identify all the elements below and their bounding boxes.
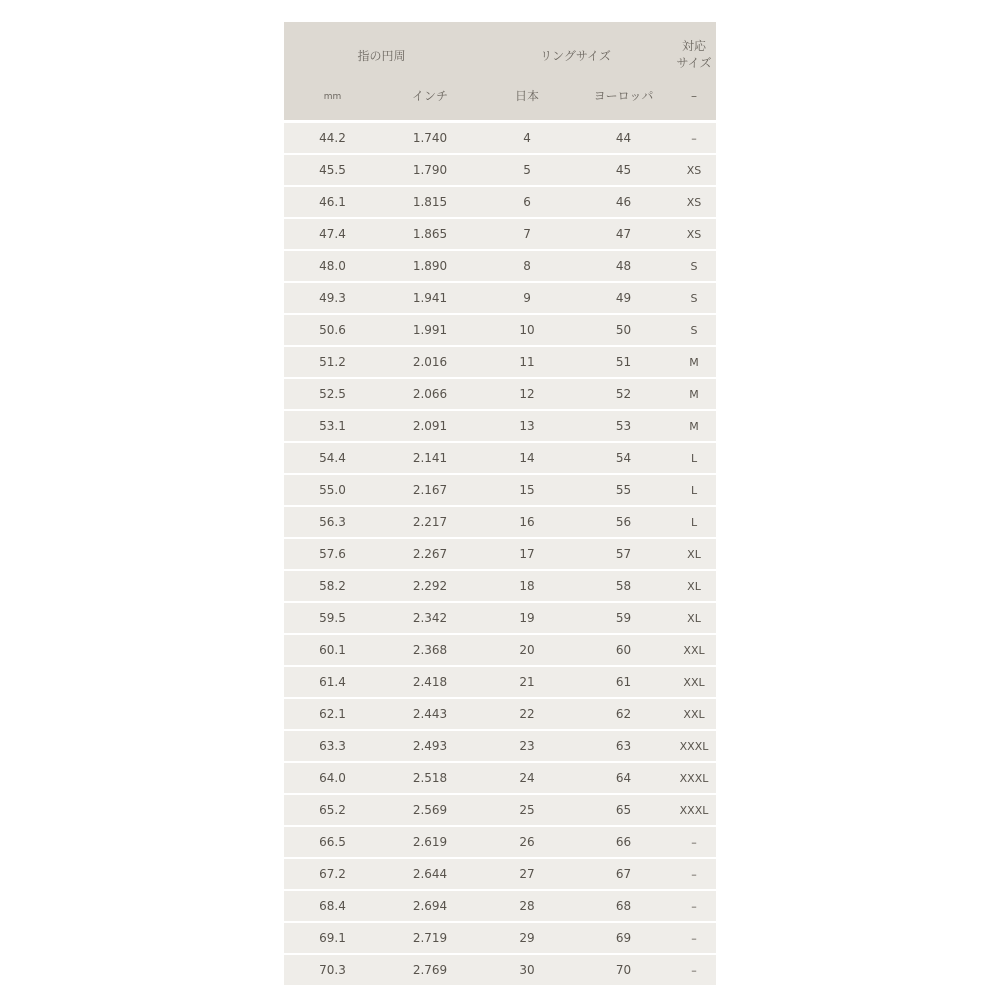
europe-size-cell: 64 bbox=[575, 761, 672, 793]
japan-size-cell: 25 bbox=[479, 793, 575, 825]
japan-size-cell: 24 bbox=[479, 761, 575, 793]
europe-size-cell: 53 bbox=[575, 409, 672, 441]
inch-cell: 2.091 bbox=[381, 409, 479, 441]
fit-size-cell: S bbox=[672, 281, 716, 313]
fit-size-cell: XXXL bbox=[672, 793, 716, 825]
japan-size-cell: 10 bbox=[479, 313, 575, 345]
fit-size-cell: – bbox=[672, 953, 716, 985]
mm-cell: 57.6 bbox=[284, 537, 381, 569]
europe-size-cell: 52 bbox=[575, 377, 672, 409]
mm-cell: 66.5 bbox=[284, 825, 381, 857]
inch-cell: 1.865 bbox=[381, 217, 479, 249]
japan-size-cell: 21 bbox=[479, 665, 575, 697]
table-row bbox=[284, 697, 716, 729]
inch-cell: 1.815 bbox=[381, 185, 479, 217]
japan-size-cell: 8 bbox=[479, 249, 575, 281]
mm-cell: 65.2 bbox=[284, 793, 381, 825]
fit-size-cell: XXXL bbox=[672, 729, 716, 761]
inch-cell: 2.619 bbox=[381, 825, 479, 857]
mm-cell: 64.0 bbox=[284, 761, 381, 793]
mm-cell: 63.3 bbox=[284, 729, 381, 761]
japan-size-cell: 15 bbox=[479, 473, 575, 505]
inch-cell: 1.890 bbox=[381, 249, 479, 281]
europe-size-cell: 63 bbox=[575, 729, 672, 761]
japan-size-cell: 22 bbox=[479, 697, 575, 729]
japan-size-cell: 11 bbox=[479, 345, 575, 377]
mm-column-header: mm bbox=[284, 88, 381, 120]
table-row bbox=[284, 601, 716, 633]
table-row bbox=[284, 537, 716, 569]
fit-size-cell: – bbox=[672, 825, 716, 857]
japan-size-cell: 26 bbox=[479, 825, 575, 857]
fit-size-cell: M bbox=[672, 377, 716, 409]
europe-size-cell: 48 bbox=[575, 249, 672, 281]
mm-cell: 59.5 bbox=[284, 601, 381, 633]
inch-cell: 2.292 bbox=[381, 569, 479, 601]
table-row bbox=[284, 409, 716, 441]
header-unit-row bbox=[284, 88, 716, 120]
europe-size-cell: 50 bbox=[575, 313, 672, 345]
inch-cell: 2.569 bbox=[381, 793, 479, 825]
inch-cell: 2.418 bbox=[381, 665, 479, 697]
japan-column-header: 日本 bbox=[479, 88, 575, 120]
japan-size-cell: 23 bbox=[479, 729, 575, 761]
japan-size-cell: 29 bbox=[479, 921, 575, 953]
japan-size-cell: 19 bbox=[479, 601, 575, 633]
japan-size-cell: 6 bbox=[479, 185, 575, 217]
inch-cell: 2.644 bbox=[381, 857, 479, 889]
europe-size-cell: 66 bbox=[575, 825, 672, 857]
japan-size-cell: 17 bbox=[479, 537, 575, 569]
table-row bbox=[284, 633, 716, 665]
mm-cell: 54.4 bbox=[284, 441, 381, 473]
mm-cell: 68.4 bbox=[284, 889, 381, 921]
table-body bbox=[284, 120, 716, 985]
mm-cell: 49.3 bbox=[284, 281, 381, 313]
table-row bbox=[284, 281, 716, 313]
mm-cell: 50.6 bbox=[284, 313, 381, 345]
table-row bbox=[284, 729, 716, 761]
fit-size-cell: XXL bbox=[672, 697, 716, 729]
fit-size-cell: L bbox=[672, 473, 716, 505]
inch-cell: 1.740 bbox=[381, 120, 479, 153]
inch-cell: 2.368 bbox=[381, 633, 479, 665]
mm-cell: 46.1 bbox=[284, 185, 381, 217]
europe-size-cell: 49 bbox=[575, 281, 672, 313]
fit-size-cell: – bbox=[672, 857, 716, 889]
europe-size-cell: 51 bbox=[575, 345, 672, 377]
table-row bbox=[284, 473, 716, 505]
europe-size-cell: 67 bbox=[575, 857, 672, 889]
ring-size-header: リングサイズ bbox=[479, 22, 672, 88]
europe-size-cell: 70 bbox=[575, 953, 672, 985]
table-row bbox=[284, 793, 716, 825]
fit-size-cell: – bbox=[672, 889, 716, 921]
fit-size-cell: XXL bbox=[672, 633, 716, 665]
mm-cell: 45.5 bbox=[284, 153, 381, 185]
inch-cell: 2.342 bbox=[381, 601, 479, 633]
europe-size-cell: 59 bbox=[575, 601, 672, 633]
mm-cell: 61.4 bbox=[284, 665, 381, 697]
mm-cell: 47.4 bbox=[284, 217, 381, 249]
fit-size-cell: XL bbox=[672, 569, 716, 601]
fit-size-cell: – bbox=[672, 921, 716, 953]
japan-size-cell: 7 bbox=[479, 217, 575, 249]
table-row bbox=[284, 441, 716, 473]
japan-size-cell: 20 bbox=[479, 633, 575, 665]
japan-size-cell: 28 bbox=[479, 889, 575, 921]
inch-cell: 1.941 bbox=[381, 281, 479, 313]
table-row bbox=[284, 857, 716, 889]
mm-cell: 55.0 bbox=[284, 473, 381, 505]
japan-size-cell: 12 bbox=[479, 377, 575, 409]
europe-size-cell: 47 bbox=[575, 217, 672, 249]
inch-cell: 2.493 bbox=[381, 729, 479, 761]
fit-size-cell: L bbox=[672, 505, 716, 537]
inch-cell: 1.790 bbox=[381, 153, 479, 185]
mm-cell: 51.2 bbox=[284, 345, 381, 377]
japan-size-cell: 4 bbox=[479, 120, 575, 153]
inch-cell: 2.217 bbox=[381, 505, 479, 537]
fit-size-cell: XS bbox=[672, 185, 716, 217]
table-row bbox=[284, 313, 716, 345]
finger-circumference-header: 指の円周 bbox=[284, 22, 479, 88]
ring-size-table bbox=[284, 22, 716, 985]
europe-size-cell: 65 bbox=[575, 793, 672, 825]
japan-size-cell: 30 bbox=[479, 953, 575, 985]
table-row bbox=[284, 217, 716, 249]
table-row bbox=[284, 665, 716, 697]
europe-size-cell: 69 bbox=[575, 921, 672, 953]
inch-cell: 2.066 bbox=[381, 377, 479, 409]
table-row bbox=[284, 185, 716, 217]
mm-cell: 67.2 bbox=[284, 857, 381, 889]
fit-size-cell: M bbox=[672, 345, 716, 377]
mm-cell: 70.3 bbox=[284, 953, 381, 985]
europe-size-cell: 45 bbox=[575, 153, 672, 185]
japan-size-cell: 14 bbox=[479, 441, 575, 473]
mm-cell: 48.0 bbox=[284, 249, 381, 281]
inch-cell: 2.016 bbox=[381, 345, 479, 377]
table-row bbox=[284, 569, 716, 601]
fit-size-cell: XL bbox=[672, 537, 716, 569]
inch-column-header: インチ bbox=[381, 88, 479, 120]
japan-size-cell: 18 bbox=[479, 569, 575, 601]
inch-cell: 2.694 bbox=[381, 889, 479, 921]
table-row bbox=[284, 889, 716, 921]
fit-size-cell: – bbox=[672, 120, 716, 153]
table-row bbox=[284, 249, 716, 281]
fit-column-header: – bbox=[672, 88, 716, 120]
europe-size-cell: 46 bbox=[575, 185, 672, 217]
europe-size-cell: 58 bbox=[575, 569, 672, 601]
fit-size-cell: XS bbox=[672, 153, 716, 185]
fit-size-cell: M bbox=[672, 409, 716, 441]
europe-column-header: ヨーロッパ bbox=[575, 88, 672, 120]
europe-size-cell: 57 bbox=[575, 537, 672, 569]
fit-size-header: 対応サイズ bbox=[672, 22, 716, 88]
japan-size-cell: 13 bbox=[479, 409, 575, 441]
table-header bbox=[284, 22, 716, 120]
table-row bbox=[284, 153, 716, 185]
mm-cell: 53.1 bbox=[284, 409, 381, 441]
europe-size-cell: 55 bbox=[575, 473, 672, 505]
table-row bbox=[284, 120, 716, 153]
table-row bbox=[284, 377, 716, 409]
japan-size-cell: 5 bbox=[479, 153, 575, 185]
header-group-row bbox=[284, 22, 716, 88]
europe-size-cell: 68 bbox=[575, 889, 672, 921]
inch-cell: 1.991 bbox=[381, 313, 479, 345]
mm-cell: 58.2 bbox=[284, 569, 381, 601]
inch-cell: 2.267 bbox=[381, 537, 479, 569]
fit-size-cell: XXL bbox=[672, 665, 716, 697]
fit-size-cell: S bbox=[672, 313, 716, 345]
inch-cell: 2.167 bbox=[381, 473, 479, 505]
table-row bbox=[284, 505, 716, 537]
fit-size-cell: S bbox=[672, 249, 716, 281]
fit-size-cell: XS bbox=[672, 217, 716, 249]
fit-size-cell: L bbox=[672, 441, 716, 473]
mm-cell: 52.5 bbox=[284, 377, 381, 409]
japan-size-cell: 9 bbox=[479, 281, 575, 313]
europe-size-cell: 56 bbox=[575, 505, 672, 537]
inch-cell: 2.719 bbox=[381, 921, 479, 953]
table-row bbox=[284, 761, 716, 793]
mm-cell: 60.1 bbox=[284, 633, 381, 665]
europe-size-cell: 44 bbox=[575, 120, 672, 153]
mm-cell: 69.1 bbox=[284, 921, 381, 953]
fit-size-cell: XXXL bbox=[672, 761, 716, 793]
europe-size-cell: 62 bbox=[575, 697, 672, 729]
japan-size-cell: 16 bbox=[479, 505, 575, 537]
table-row bbox=[284, 825, 716, 857]
mm-cell: 56.3 bbox=[284, 505, 381, 537]
table-row bbox=[284, 921, 716, 953]
europe-size-cell: 60 bbox=[575, 633, 672, 665]
inch-cell: 2.518 bbox=[381, 761, 479, 793]
europe-size-cell: 61 bbox=[575, 665, 672, 697]
table-row bbox=[284, 345, 716, 377]
inch-cell: 2.141 bbox=[381, 441, 479, 473]
inch-cell: 2.443 bbox=[381, 697, 479, 729]
mm-cell: 62.1 bbox=[284, 697, 381, 729]
fit-size-cell: XL bbox=[672, 601, 716, 633]
europe-size-cell: 54 bbox=[575, 441, 672, 473]
table-row bbox=[284, 953, 716, 985]
inch-cell: 2.769 bbox=[381, 953, 479, 985]
japan-size-cell: 27 bbox=[479, 857, 575, 889]
mm-cell: 44.2 bbox=[284, 120, 381, 153]
